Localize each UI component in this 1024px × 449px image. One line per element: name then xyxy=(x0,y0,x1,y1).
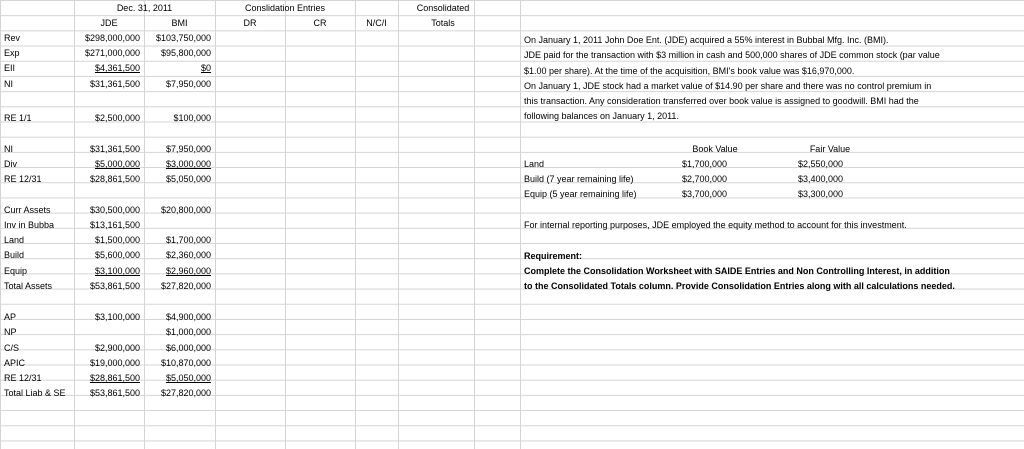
bmi-value: $103,750,000 xyxy=(155,33,211,43)
problem-line: On January 1, 2011 John Doe Ent. (JDE) acquired a 55% interest in Bubbal Mfg. Inc. (BMI). xyxy=(524,35,889,45)
fair-value: $3,300,000 xyxy=(798,189,844,199)
row-label: NI xyxy=(4,79,13,89)
jde-value: $1,500,000 xyxy=(94,235,140,245)
consolidation-entries-header: Conslidation Entries xyxy=(244,3,326,13)
book-value-header: Book Value xyxy=(692,144,738,154)
row-label: Land xyxy=(4,235,25,245)
row-label: NI xyxy=(4,144,13,154)
fair-value: $3,400,000 xyxy=(798,174,844,184)
bmi-value: $6,000,000 xyxy=(165,343,211,353)
bmi-value: $5,050,000 xyxy=(165,174,211,184)
balance-item: Land xyxy=(524,159,545,169)
totals-header: Totals xyxy=(431,18,455,28)
jde-value: $13,161,500 xyxy=(89,220,140,230)
book-value: $3,700,000 xyxy=(682,189,728,199)
jde-value xyxy=(74,325,140,339)
bmi-value: $7,950,000 xyxy=(165,79,211,89)
bmi-header: BMI xyxy=(171,18,188,28)
nci-header: N/C/I xyxy=(366,18,387,28)
row-label: Equip xyxy=(4,266,28,276)
row-label: Total Liab & SE xyxy=(4,388,66,398)
jde-value: $5,600,000 xyxy=(94,250,140,260)
balance-item: Equip (5 year remaining life) xyxy=(524,189,637,199)
bmi-value: $2,960,000 xyxy=(165,266,211,276)
bmi-value: $7,950,000 xyxy=(165,144,211,154)
requirement-title: Requirement: xyxy=(524,251,583,261)
bmi-value: $0 xyxy=(200,63,211,73)
jde-value: $53,861,500 xyxy=(89,388,140,398)
bmi-value: $3,000,000 xyxy=(165,159,211,169)
jde-value: $53,861,500 xyxy=(89,281,140,291)
jde-value: $31,361,500 xyxy=(89,79,140,89)
bmi-value: $27,820,000 xyxy=(160,281,211,291)
jde-value: $28,861,500 xyxy=(89,373,140,383)
bmi-value: $95,800,000 xyxy=(160,48,211,58)
book-value: $2,700,000 xyxy=(682,174,728,184)
row-label: EII xyxy=(4,63,16,73)
jde-value: $3,100,000 xyxy=(94,266,140,276)
gridline xyxy=(474,0,475,449)
bmi-value: $20,800,000 xyxy=(160,205,211,215)
fair-value: $2,550,000 xyxy=(798,159,844,169)
bmi-value: $5,050,000 xyxy=(165,373,211,383)
row-label: Inv in Bubba xyxy=(4,220,55,230)
row-label: Rev xyxy=(4,33,21,43)
row-label: Div xyxy=(4,159,17,169)
date-header: Dec. 31, 2011 xyxy=(116,3,173,13)
bmi-value: $1,000,000 xyxy=(165,327,211,337)
bmi-value: $27,820,000 xyxy=(160,388,211,398)
problem-line: On January 1, JDE stock had a market value of $14.90 per share and there was no control premium in xyxy=(524,81,932,91)
problem-line: $1.00 per share). At the time of the acquisition, BMI's book value was $16,970,000. xyxy=(524,66,855,76)
bmi-value: $4,900,000 xyxy=(165,312,211,322)
jde-value: $5,000,000 xyxy=(94,159,140,169)
gridline xyxy=(285,0,286,449)
jde-value: $30,500,000 xyxy=(89,205,140,215)
gridline xyxy=(520,0,521,449)
jde-value: $298,000,000 xyxy=(84,33,140,43)
internal-reporting-note: For internal reporting purposes, JDE employed the equity method to account for this investment. xyxy=(524,220,907,230)
jde-value: $271,000,000 xyxy=(84,48,140,58)
row-label: NP xyxy=(4,327,17,337)
jde-header: JDE xyxy=(100,18,118,28)
gridline xyxy=(215,0,216,449)
bmi-value: $10,870,000 xyxy=(160,358,211,368)
bmi-value xyxy=(144,218,211,232)
cr-header: CR xyxy=(313,18,327,28)
bmi-value: $100,000 xyxy=(173,113,211,123)
jde-value: $3,100,000 xyxy=(94,312,140,322)
jde-value: $19,000,000 xyxy=(89,358,140,368)
bmi-value: $1,700,000 xyxy=(165,235,211,245)
gridline xyxy=(355,0,356,449)
row-label: RE 12/31 xyxy=(4,174,42,184)
problem-line: this transaction. Any consideration transferred over book value is assigned to goodwill. BMI had the xyxy=(524,96,919,106)
requirement-line: Complete the Consolidation Worksheet with SAIDE Entries and Non Controlling Interest, in addition xyxy=(524,266,950,276)
row-label: C/S xyxy=(4,343,20,353)
row-label: Build xyxy=(4,250,25,260)
requirement-line: to the Consolidated Totals column. Provide Consolidation Entries along with all calculations needed. xyxy=(524,281,955,291)
problem-line: JDE paid for the transaction with $3 million in cash and 500,000 shares of JDE common stock (par value xyxy=(524,50,940,60)
row-label: AP xyxy=(4,312,17,322)
row-label: RE 1/1 xyxy=(4,113,32,123)
row-label: Total Assets xyxy=(4,281,53,291)
row-label: RE 12/31 xyxy=(4,373,42,383)
jde-value: $2,500,000 xyxy=(94,113,140,123)
dr-header: DR xyxy=(243,18,257,28)
row-label: APIC xyxy=(4,358,26,368)
gridline xyxy=(398,0,399,449)
jde-value: $28,861,500 xyxy=(89,174,140,184)
balance-item: Build (7 year remaining life) xyxy=(524,174,634,184)
consolidated-header: Consolidated xyxy=(416,3,470,13)
jde-value: $31,361,500 xyxy=(89,144,140,154)
book-value: $1,700,000 xyxy=(682,159,728,169)
jde-value: $4,361,500 xyxy=(94,63,140,73)
row-label: Curr Assets xyxy=(4,205,51,215)
bmi-value: $2,360,000 xyxy=(165,250,211,260)
fair-value-header: Fair Value xyxy=(809,144,851,154)
gridline xyxy=(0,0,1,449)
problem-line: following balances on January 1, 2011. xyxy=(524,111,679,121)
jde-value: $2,900,000 xyxy=(94,343,140,353)
row-label: Exp xyxy=(4,48,20,58)
